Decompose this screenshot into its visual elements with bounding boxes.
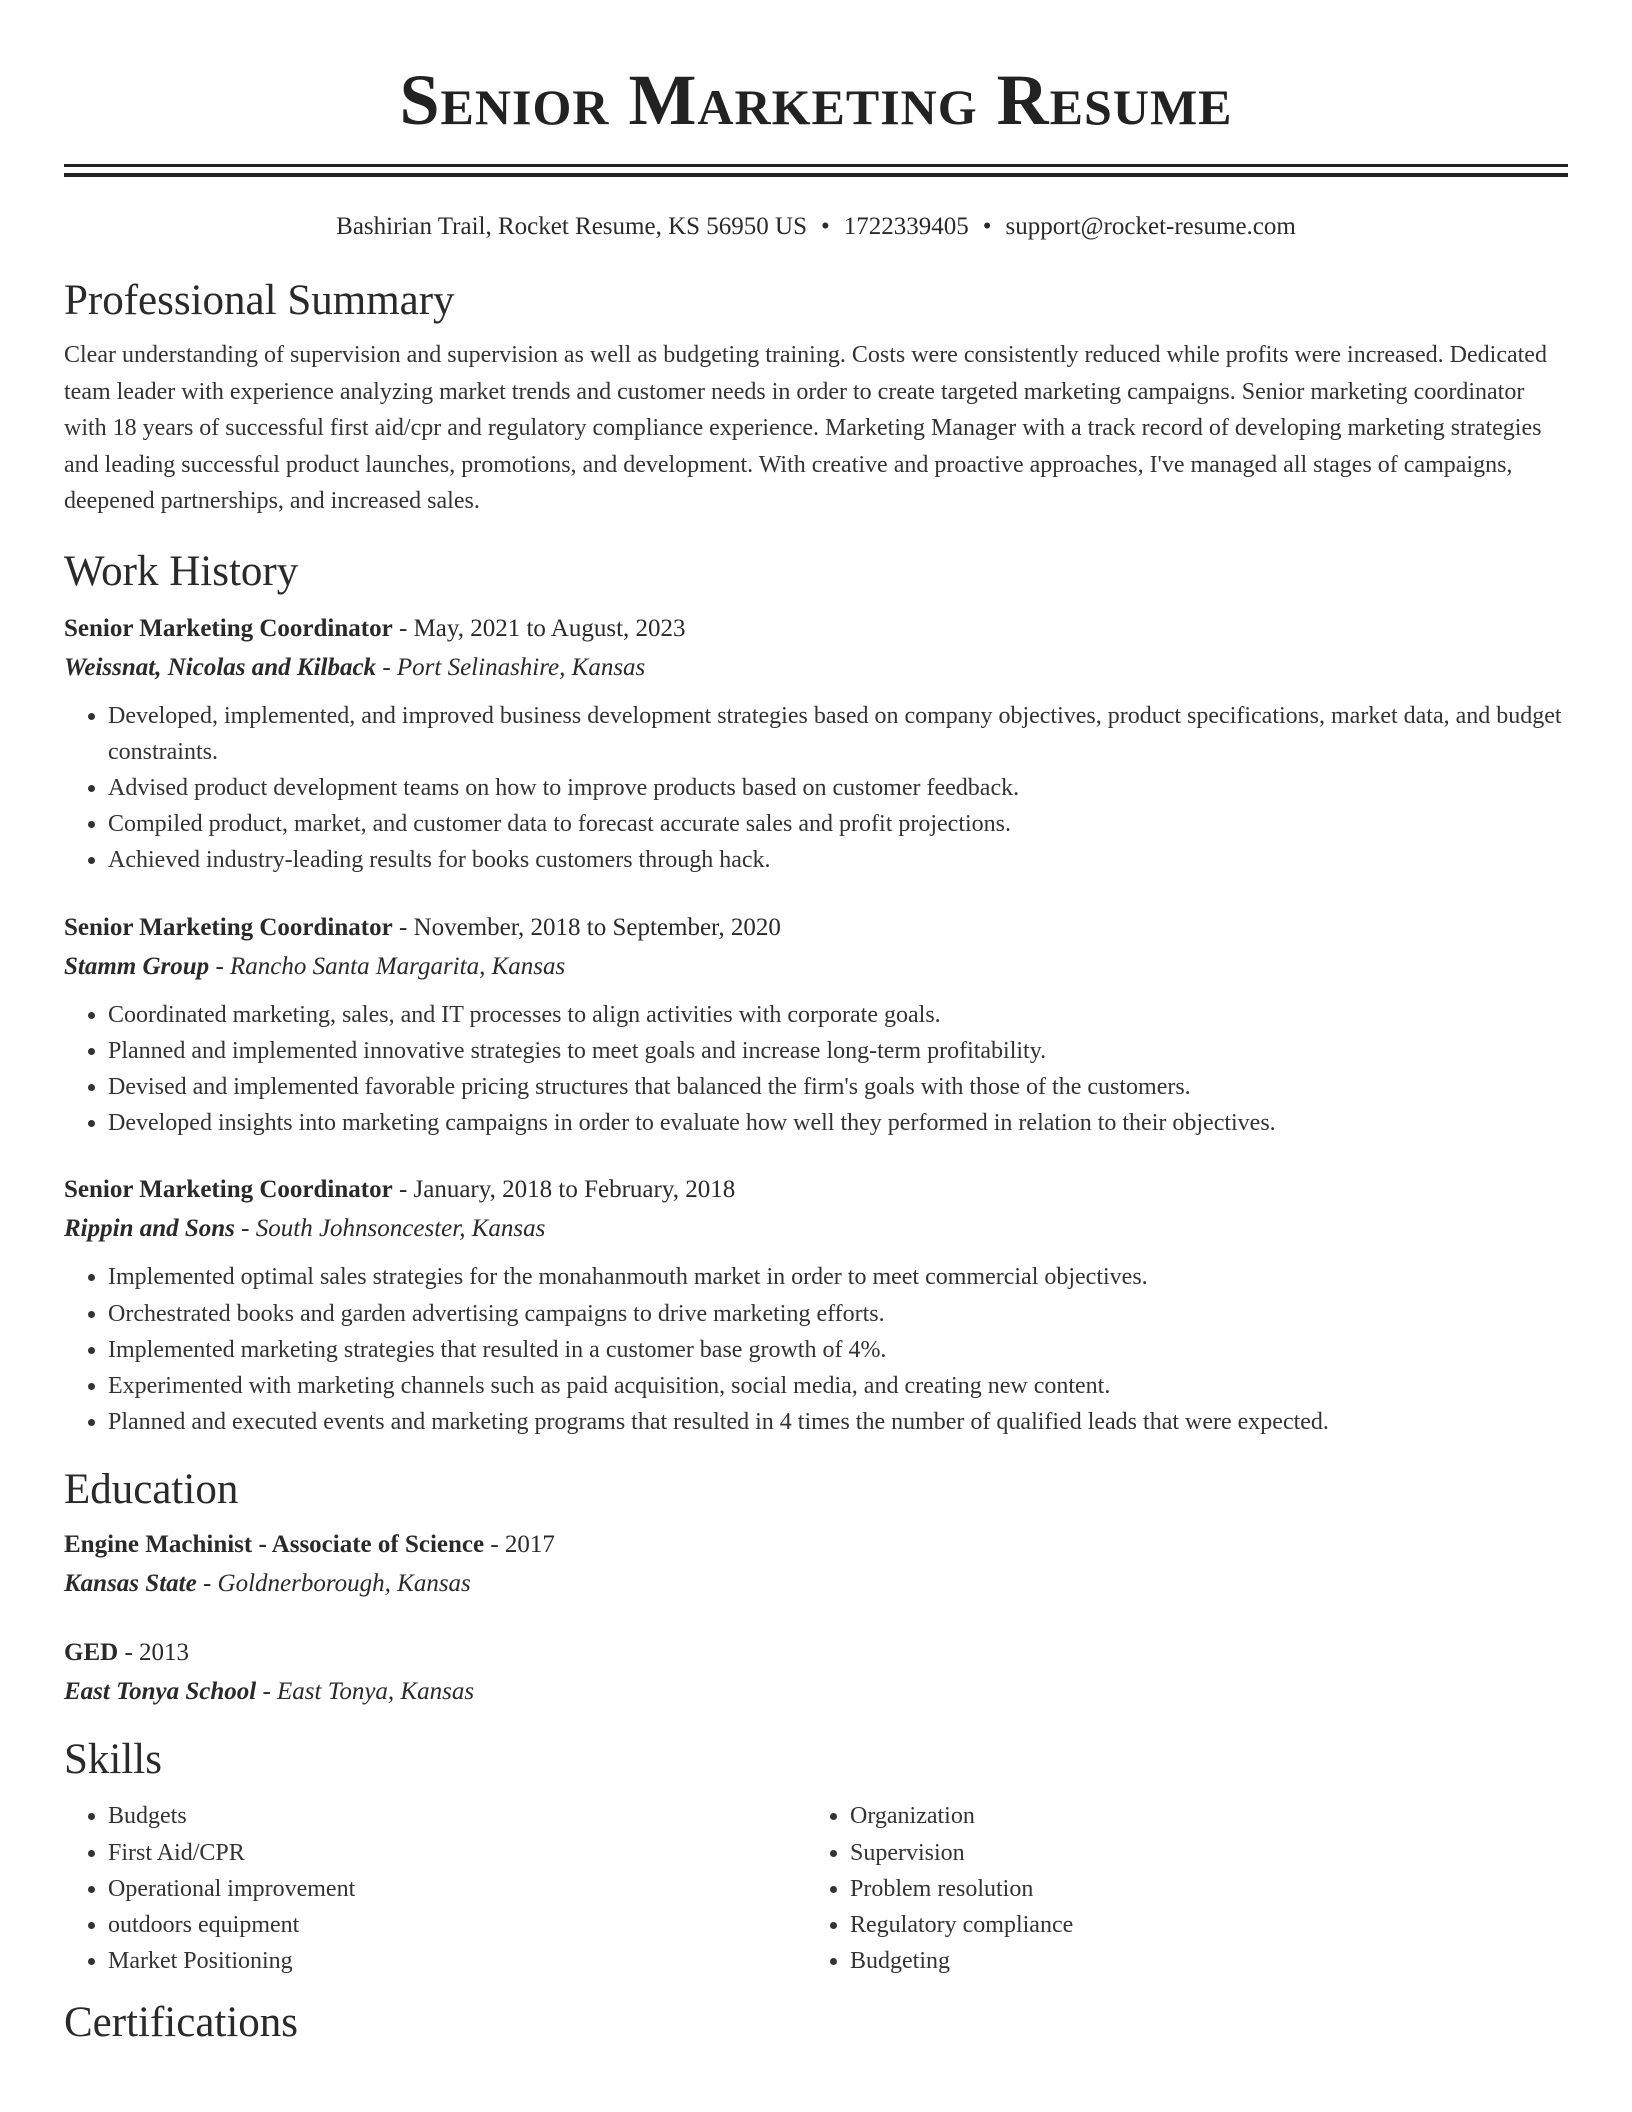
skill-item: • Supervision [850,1835,1548,1871]
education-year: - 2017 [484,1531,555,1559]
skills-list [64,1798,806,1979]
skill-item: • Budgets [108,1798,806,1834]
job-company-line [64,648,1568,688]
skills-section [64,1734,1568,1979]
job-dates: - November, 2018 to September, 2020 [392,913,781,941]
summary-section [64,275,1568,520]
contact-phone: 1722339405 [843,213,969,240]
job-bullet: • Orchestrated books and garden advertising campaigns to drive marketing efforts. [108,1296,1568,1332]
title-divider-bottom [64,173,1568,177]
education-school-line [64,1672,1568,1712]
job-bullet: • Devised and implemented favorable pricing structures that balanced the firm's goals with those of the customers. [108,1069,1568,1105]
job-company: Stamm Group [64,952,210,980]
education-degree-line [64,1634,1568,1672]
education-school-line [64,1564,1568,1604]
skills-columns [64,1798,1568,1979]
job-bullet: • Developed insights into marketing campaigns in order to evaluate how well they performed in relation to their objectives. [108,1105,1568,1141]
education-section [64,1464,1568,1712]
skill-item: • Problem resolution [850,1871,1548,1907]
skill-item: • Regulatory compliance [850,1907,1548,1943]
job-bullet: • Achieved industry-leading results for books customers through hack. [108,842,1568,878]
education-entry [64,1526,1568,1604]
education-entry [64,1634,1568,1712]
section-heading-summary: Professional Summary [64,277,455,324]
job-bullet: • Planned and executed events and marketing programs that resulted in 4 times the number of qualified leads that were expected. [108,1404,1568,1440]
job-bullet: • Implemented optimal sales strategies for the monahanmouth market in order to meet commercial objectives. [108,1259,1568,1295]
education-location: - Goldnerborough, Kansas [196,1570,471,1598]
contact-address: Bashirian Trail, Rocket Resume, KS 56950 US [336,213,807,240]
job-company: Rippin and Sons [64,1215,235,1243]
skill-item: • Operational improvement [108,1871,806,1907]
job-bullet: • Implemented marketing strategies that resulted in a customer base growth of 4%. [108,1332,1568,1368]
job-location: - Rancho Santa Margarita, Kansas [209,952,566,980]
job-bullet: • Compiled product, market, and customer data to forecast accurate sales and profit projections. [108,806,1568,842]
section-heading-work-history: Work History [64,547,299,595]
job-bullets [64,698,1568,879]
education-degree: Engine Machinist - Associate of Science [64,1531,485,1559]
job-role: Senior Marketing Coordinator [64,1176,393,1204]
skills-column-left [64,1798,806,1979]
certifications-section [64,1997,1568,2049]
job-entry [64,1171,1568,1440]
job-bullets [64,1259,1568,1440]
job-title-line [64,610,1568,648]
job-company-line [64,1209,1568,1249]
skills-list [806,1798,1548,1979]
skills-column-right [806,1798,1548,1979]
contact-line [64,211,1568,243]
education-degree: GED [64,1639,119,1667]
job-company: Weissnat, Nicolas and Kilback [64,653,377,681]
job-bullet: • Developed, implemented, and improved business development strategies based on company objectives, product specifications, market data, and budget constraints. [108,698,1568,770]
skill-item: • First Aid/CPR [108,1835,806,1871]
contact-separator: • [982,213,992,240]
job-role: Senior Marketing Coordinator [64,913,393,941]
job-location: - Port Selinashire, Kansas [376,653,646,681]
job-dates: - January, 2018 to February, 2018 [392,1176,736,1204]
job-entry [64,909,1568,1142]
job-bullet: • Coordinated marketing, sales, and IT processes to align activities with corporate goals. [108,997,1568,1033]
job-bullet: • Planned and implemented innovative strategies to meet goals and increase long-term profitability. [108,1033,1568,1069]
education-year: - 2013 [118,1639,190,1667]
resume-page [64,0,1568,2049]
section-heading-education: Education [64,1466,239,1514]
job-bullet: • Advised product development teams on how to improve products based on customer feedback. [108,770,1568,806]
skill-item: • Budgeting [850,1943,1548,1979]
job-dates: - May, 2021 to August, 2023 [392,614,686,642]
contact-separator: • [821,213,830,240]
job-location: - South Johnsoncester, Kansas [234,1215,546,1243]
skill-item: • outdoors equipment [108,1907,806,1943]
skill-item: • Market Positioning [108,1943,806,1979]
job-bullet: • Experimented with marketing channels such as paid acquisition, social media, and creating new content. [108,1368,1568,1404]
section-heading-skills: Skills [64,1736,162,1784]
summary-text: Clear understanding of supervision and supervision as well as budgeting training. Costs were consistently reduced while profits were increased. Dedicated team leader with experience analyzing market trends and customer needs in order to create targeted marketing campaigns. Senior marketing coordinator with 18 years of successful first aid/cpr and regulatory compliance experience. Marketing Manager with a track record of developing marketing strategies and leading successful product launches, promotions, and development. With creative and proactive approaches, I've managed all stages of campaigns, deepened partnerships, and increased sales. [64,342,1547,514]
job-role: Senior Marketing Coordinator [64,614,393,642]
skill-item: • Organization [850,1798,1548,1834]
job-bullets [64,997,1568,1142]
contact-email: support@rocket-resume.com [1005,213,1296,240]
work-history-section [64,546,1568,1441]
job-title-line [64,1171,1568,1209]
section-heading-certifications: Certifications [64,1999,299,2047]
title-divider-top [64,164,1568,167]
resume-title: Senior Marketing Resume [399,60,1233,140]
job-title-line [64,909,1568,947]
education-school: East Tonya School [64,1678,257,1706]
education-school: Kansas State [64,1570,197,1598]
education-location: - East Tonya, Kansas [256,1678,475,1706]
education-degree-line [64,1526,1568,1564]
job-entry [64,610,1568,879]
job-company-line [64,947,1568,987]
